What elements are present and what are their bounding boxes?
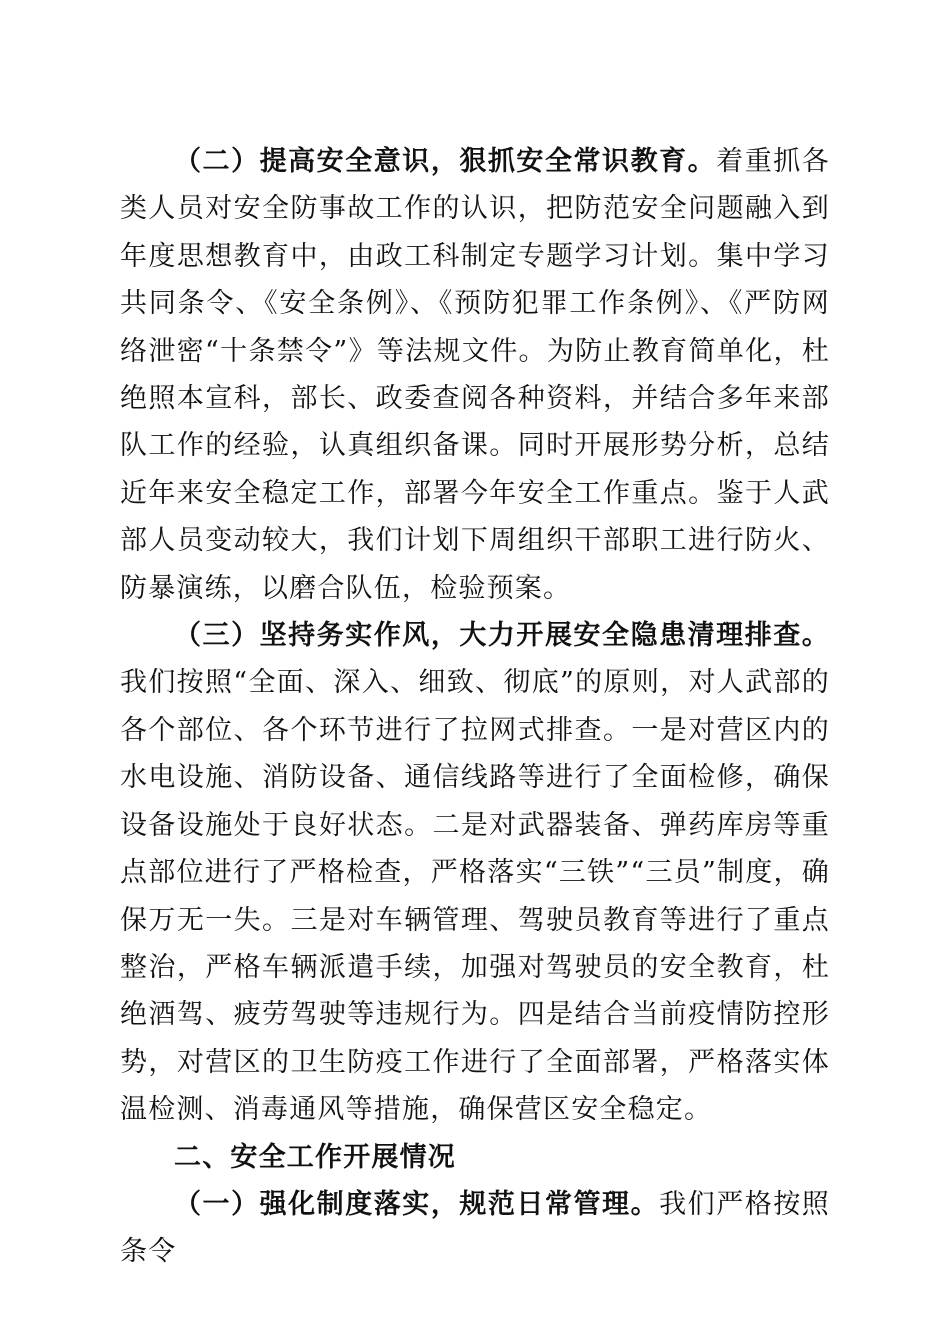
paragraph-system-implementation (120, 1181, 830, 1276)
paragraph-safety-education (120, 138, 830, 612)
paragraph-lead: （三）坚持务实作风，大力开展安全隐患清理排查。 (174, 620, 830, 652)
paragraph-lead: （二）提高安全意识，狠抓安全常识教育。 (174, 146, 717, 177)
section-heading: 二、安全工作开展情况 (174, 1141, 456, 1173)
paragraph-body: 我们严格按照条令 (120, 1188, 831, 1268)
paragraph-hazard-inspection (120, 612, 830, 1133)
paragraph-body: 我们按照“全面、深入、细致、彻底”的原则，对人武部的各个部位、各个环节进行了拉网式排查。一是对营区内的水电设施、消防设备、通信线路等进行了全面检修，确保设备设施处于良好状态。二是对武器装备、弹药库房等重点部位进行了严格检查，严格落实“三铁”“三员”制度，确保万无一失。三是对车辆管理、驾驶员教育等进行了重点整治，严格车辆派遣手续，加强对驾驶员的安全教育，杜绝酒驾、疲劳驾驶等违规行为。四是结合当前疫情防控形势，对营区的卫生防疫工作进行了全面部署，严格落实体温检测、消毒通风等措施，确保营区安全稳定。 (120, 667, 830, 1126)
document-page (120, 138, 830, 1276)
paragraph-body: 着重抓各类人员对安全防事故工作的认识，把防范安全问题融入到年度思想教育中，由政工科制定专题学习计划。集中学习共同条令、《安全条例》、《预防犯罪工作条例》、《严防网络泄密“十条禁令”》等法规文件。为防止教育简单化，杜绝照本宣科，部长、政委查阅各种资料，并结合多年来部队工作的经验，认真组织备课。同时开展形势分析，总结近年来安全稳定工作，部署今年安全工作重点。鉴于人武部人员变动较大，我们计划下周组织干部职工进行防火、防暴演练，以磨合队伍，检验预案。 (120, 146, 830, 604)
paragraph-lead: （一）强化制度落实，规范日常管理。 (174, 1188, 660, 1220)
